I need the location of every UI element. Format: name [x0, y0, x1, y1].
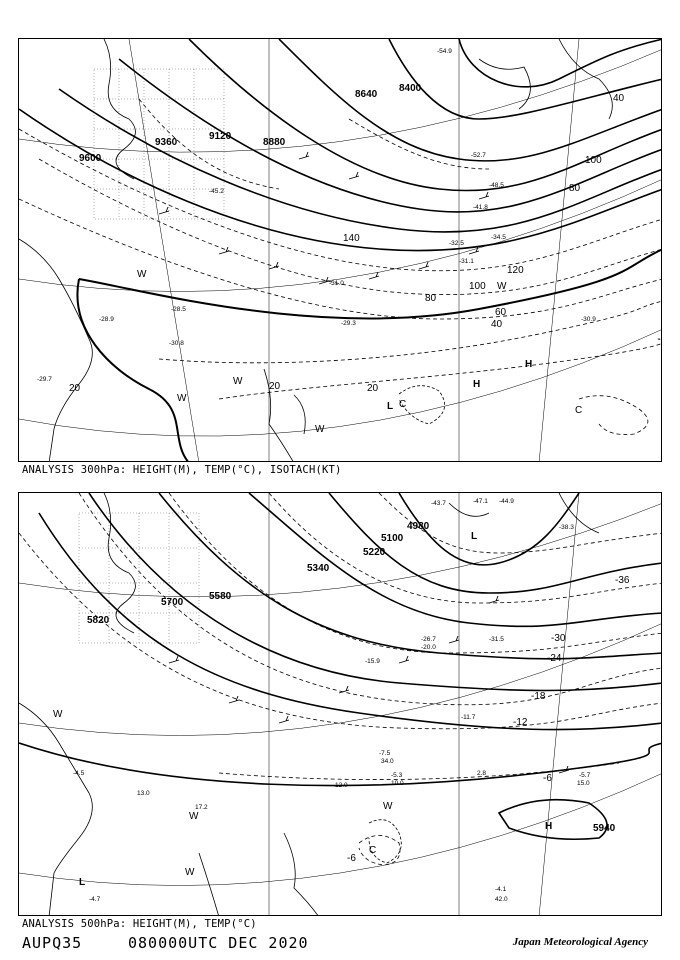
temp-label: -41.8: [473, 204, 488, 211]
station-value: 42.0: [495, 896, 508, 903]
temp-label: -31.0: [329, 280, 344, 287]
cold-center-symbol: C: [399, 399, 407, 410]
station-value: -26.7: [421, 636, 436, 643]
upper-height-contours: [19, 39, 662, 462]
isotherm-label: -18: [531, 691, 546, 702]
cold-center-symbol: C: [369, 845, 377, 856]
lower-isotherm-labels: [347, 575, 630, 864]
lower-graticule: [19, 493, 662, 916]
warm-center-symbol: W: [177, 393, 187, 404]
upper-wind-barbs: [159, 152, 489, 284]
temp-label: -54.9: [437, 48, 452, 55]
low-pressure-symbol: L: [79, 877, 86, 888]
warm-center-symbol: W: [233, 376, 243, 387]
station-value: 2.8: [477, 770, 487, 777]
upper-chart-panel: [18, 38, 662, 462]
height-label: 9120: [209, 131, 232, 142]
isotach-label: 80: [569, 183, 581, 194]
warm-center-symbol: W: [185, 867, 195, 878]
station-value: 17.2: [195, 804, 208, 811]
height-label: 5220: [363, 547, 386, 558]
station-value: -38.3: [559, 524, 574, 531]
upper-chart-caption: ANALYSIS 300hPa: HEIGHT(M), TEMP(°C), ISOTACH(KT): [22, 464, 342, 476]
isotach-label: 120: [507, 265, 524, 276]
station-value: -43.7: [431, 500, 446, 507]
height-label: 5100: [381, 533, 404, 544]
upper-graticule: [19, 39, 662, 462]
high-pressure-symbol: H: [525, 359, 533, 370]
station-value: 15.0: [577, 780, 590, 787]
warm-center-symbol: W: [137, 269, 147, 280]
temp-label: -31.1: [459, 258, 474, 265]
height-label: 5820: [87, 615, 110, 626]
isotherm-label: -6: [347, 853, 356, 864]
isotach-label: 20: [269, 381, 281, 392]
station-value: 10.0: [391, 780, 404, 787]
station-value: -11.7: [461, 714, 476, 721]
lower-height-labels: [87, 521, 616, 834]
lower-wind-barbs: [169, 596, 569, 773]
temp-label: -28.9: [99, 316, 114, 323]
isotach-label: 80: [425, 293, 437, 304]
temp-label: -48.5: [489, 182, 504, 189]
upper-isotach-labels: [69, 93, 625, 394]
lower-chart-panel: [18, 492, 662, 916]
upper-temp-labels: [37, 48, 596, 383]
height-label: 5940: [593, 823, 616, 834]
valid-time: 080000UTC DEC 2020: [128, 934, 309, 952]
station-value: -44.9: [499, 498, 514, 505]
station-value: -5.7: [579, 772, 591, 779]
isotach-label: 60: [495, 307, 507, 318]
temp-label: -29.3: [341, 320, 356, 327]
lower-pressure-symbols: [53, 531, 552, 888]
upper-chart-map: [19, 39, 662, 462]
temp-label: -52.7: [471, 152, 486, 159]
height-label: 4980: [407, 521, 430, 532]
isotach-label: 40: [491, 319, 503, 330]
station-value: -31.5: [489, 636, 504, 643]
warm-center-symbol: W: [315, 424, 325, 435]
isotherm-label: -24: [547, 653, 562, 664]
height-label: 5340: [307, 563, 330, 574]
lower-chart-map: [19, 493, 662, 916]
temp-label: -45.2: [209, 188, 224, 195]
warm-center-symbol: W: [53, 709, 63, 720]
isotach-label: 40: [613, 93, 625, 104]
height-label: 8640: [355, 89, 378, 100]
station-value: -20.0: [421, 644, 436, 651]
lower-chart-caption: ANALYSIS 500hPa: HEIGHT(M), TEMP(°C): [22, 918, 257, 930]
upper-coastline-layer: [19, 39, 612, 462]
height-label: 9600: [79, 153, 102, 164]
isotach-label: 100: [469, 281, 486, 292]
station-value: 12.0: [335, 782, 348, 789]
temp-label: -30.9: [581, 316, 596, 323]
high-pressure-symbol: H: [473, 379, 481, 390]
isotherm-label: -6: [543, 773, 552, 784]
station-value: -7.5: [379, 750, 391, 757]
cold-center-symbol: C: [575, 405, 583, 416]
station-value: -4.5: [73, 770, 85, 777]
height-label: 5700: [161, 597, 184, 608]
upper-isotachs: [19, 99, 662, 435]
temp-label: -30.8: [169, 340, 184, 347]
station-value: -47.1: [473, 498, 488, 505]
agency-credit: Japan Meteorological Agency: [512, 936, 648, 948]
isotach-label: 20: [367, 383, 379, 394]
warm-center-symbol: W: [497, 281, 507, 292]
station-value: -5.3: [391, 772, 403, 779]
station-value: 13.0: [137, 790, 150, 797]
station-value: -15.9: [365, 658, 380, 665]
height-label: 9360: [155, 137, 178, 148]
high-pressure-symbol: H: [545, 821, 553, 832]
warm-center-symbol: W: [189, 811, 199, 822]
warm-center-symbol: W: [383, 801, 393, 812]
station-value: 34.0: [381, 758, 394, 765]
upper-pressure-symbols: [137, 269, 582, 435]
height-label: 5580: [209, 591, 232, 602]
temp-label: -28.5: [171, 306, 186, 313]
isotherm-label: -12: [513, 717, 528, 728]
isotherm-label: -36: [615, 575, 630, 586]
low-pressure-symbol: L: [387, 401, 394, 412]
temp-label: -34.5: [491, 234, 506, 241]
temp-label: -32.5: [449, 240, 464, 247]
lower-isotherms: [19, 493, 662, 865]
isotach-label: 100: [585, 155, 602, 166]
station-value: -4.1: [495, 886, 507, 893]
isotach-label: 140: [343, 233, 360, 244]
temp-label: -29.7: [37, 376, 52, 383]
low-pressure-symbol: L: [471, 531, 478, 542]
height-label: 8400: [399, 83, 422, 94]
isotherm-label: -30: [551, 633, 566, 644]
isotach-label: 20: [69, 383, 81, 394]
height-label: 8880: [263, 137, 286, 148]
station-value: -4.7: [89, 896, 101, 903]
chart-id: AUPQ35: [22, 934, 83, 952]
